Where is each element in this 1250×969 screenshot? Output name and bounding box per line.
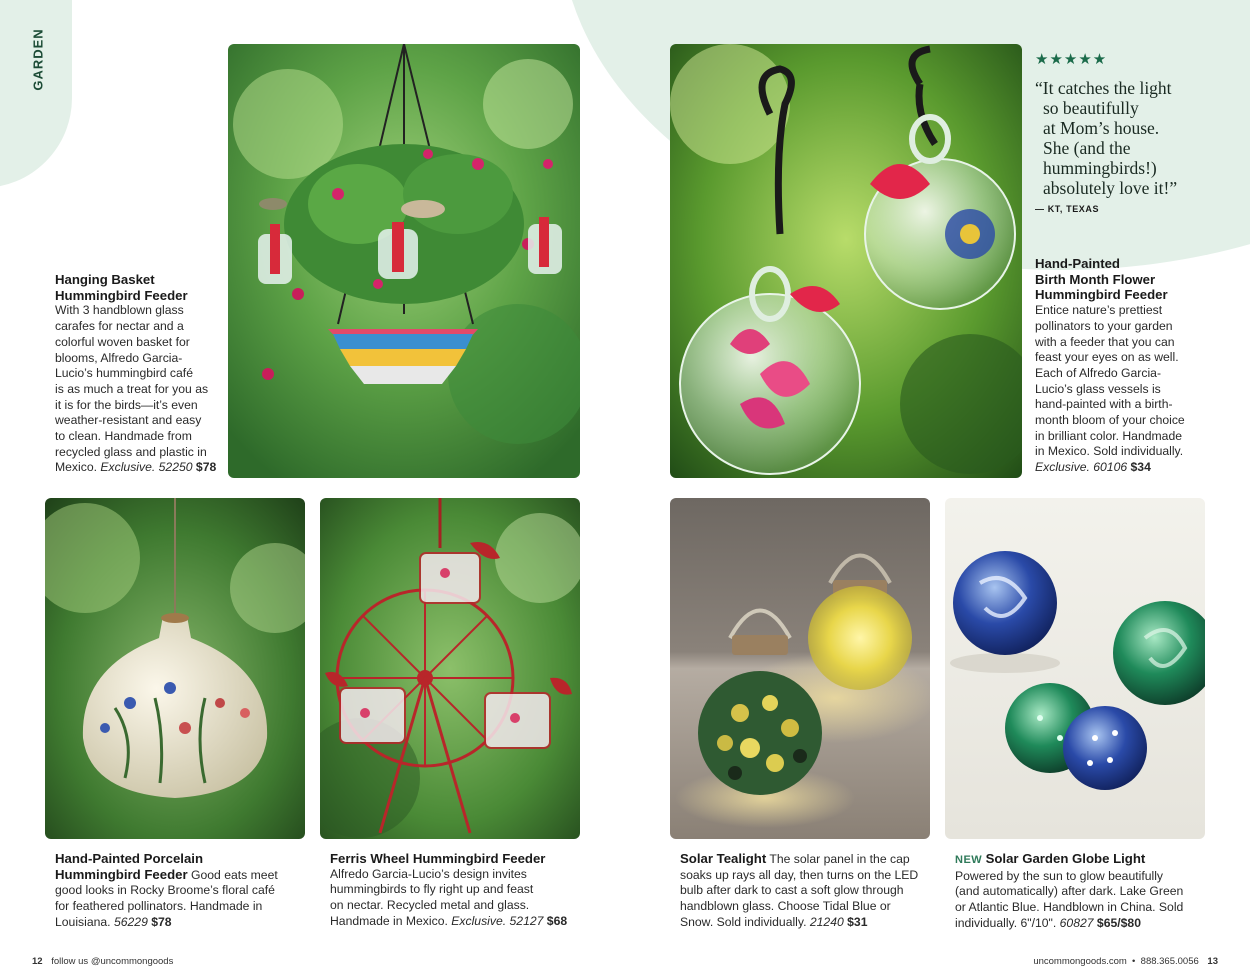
review-author: — KT, TEXAS bbox=[1035, 204, 1100, 214]
review-quote: “It catches the light so beautifully at Mom’s house. She (and the hummingbirds!) absolutely love it!” bbox=[1035, 78, 1178, 198]
page-number: 12 bbox=[32, 956, 43, 967]
item-number: 21240 bbox=[809, 914, 844, 929]
product-name: Ferris Wheel Hummingbird Feeder bbox=[330, 851, 546, 866]
ferris-wheel-feeder-photo[interactable] bbox=[320, 498, 580, 839]
product-name: Hanging Basket bbox=[55, 272, 155, 287]
product-name: Hand-Painted Porcelain bbox=[55, 851, 204, 866]
birth-month-feeder-photo[interactable] bbox=[670, 44, 1022, 478]
item-number: Exclusive. 60106 bbox=[1035, 460, 1128, 475]
hanging-basket-feeder-description: Hanging Basket Hummingbird Feeder With 3 handblown glass carafes for nectar and a colorful woven basket for blooms, Alfredo Garcia- Lucio’s hummingbird café is as much a treat for you as it is for the birds—it’s even weather-resistant and easy to clean. Handmade from recycled glass and plastic in Mexico. Exclusive. 52250 $78 bbox=[55, 272, 225, 476]
price: $78 bbox=[195, 460, 217, 475]
solar-globe-photo[interactable] bbox=[945, 498, 1205, 839]
product-name: Solar Tealight bbox=[680, 851, 767, 866]
footer-left bbox=[32, 956, 173, 967]
solar-globe-description: NEW Solar Garden Globe Light Powered by the sun to glow beautifully (and automatically) after dark. Lake Green or Atlantic Blue. Handblown in China. Sold individually. 6"/10". 60827 $65/$80 bbox=[955, 851, 1184, 930]
item-number: Exclusive. 52127 bbox=[451, 913, 544, 928]
porcelain-feeder-photo[interactable] bbox=[45, 498, 305, 839]
ferris-wheel-feeder-description: Ferris Wheel Hummingbird Feeder Alfredo Garcia-Lucio’s design invites hummingbirds to fly right up and feast on nectar. Recycled metal and glass. Handmade in Mexico. Exclusive. 52127 $68 bbox=[330, 851, 580, 930]
customer-review bbox=[1035, 50, 1235, 214]
item-number: 60827 bbox=[1059, 915, 1094, 930]
social-handle[interactable]: follow us @uncommongoods bbox=[51, 956, 174, 967]
item-number: Exclusive. 52250 bbox=[100, 460, 193, 475]
star-rating-icon: ★★★★★ bbox=[1035, 51, 1108, 68]
price: $78 bbox=[151, 914, 172, 929]
price: $68 bbox=[546, 913, 568, 928]
product-name: Hummingbird Feeder bbox=[55, 866, 188, 882]
birth-month-feeder-description: Hand-Painted Birth Month Flower Hummingbird Feeder Entice nature’s prettiest pollinators to your garden with a feeder that you can feast your eyes on as well. Each of Alfredo Garcia- Lucio’s glass vessels is hand-painted with a birth- month bloom of your choice in brilliant color. Handmade in Mexico. Sold individually. Exclusive. 60106 $34 bbox=[1035, 256, 1235, 476]
porcelain-feeder-description: Hand-Painted Porcelain Hummingbird Feeder Good eats meet good looks in Rocky Broome’s floral café for feathered pollinators. Handmade in Louisiana. 56229 $78 bbox=[55, 851, 305, 931]
footer-right bbox=[1033, 956, 1218, 967]
new-badge: NEW bbox=[955, 854, 983, 866]
product-name: Solar Garden Globe Light bbox=[985, 851, 1146, 866]
product-name: Birth Month Flower bbox=[1035, 271, 1156, 287]
price: $34 bbox=[1130, 460, 1151, 475]
product-name: Hummingbird Feeder bbox=[55, 287, 188, 303]
page-number: 13 bbox=[1207, 956, 1218, 967]
section-label: GARDEN bbox=[30, 28, 46, 91]
contact-info[interactable]: uncommongoods.com • 888.365.0056 bbox=[1033, 956, 1199, 967]
price: $31 bbox=[847, 914, 868, 929]
price: $65/$80 bbox=[1096, 915, 1141, 930]
item-number: 56229 bbox=[113, 914, 148, 929]
hanging-basket-feeder-photo[interactable] bbox=[228, 44, 580, 478]
product-name: Hummingbird Feeder bbox=[1035, 287, 1168, 303]
solar-tealight-photo[interactable] bbox=[670, 498, 930, 839]
solar-tealight-description: Solar Tealight The solar panel in the cap soaks up rays all day, then turns on the LED bulb after dark to cast a soft glow through handblown glass. Choose Tidal Blue or Snow. Sold individually. 21240 $31 bbox=[680, 851, 919, 929]
product-name: Hand-Painted bbox=[1035, 256, 1120, 271]
